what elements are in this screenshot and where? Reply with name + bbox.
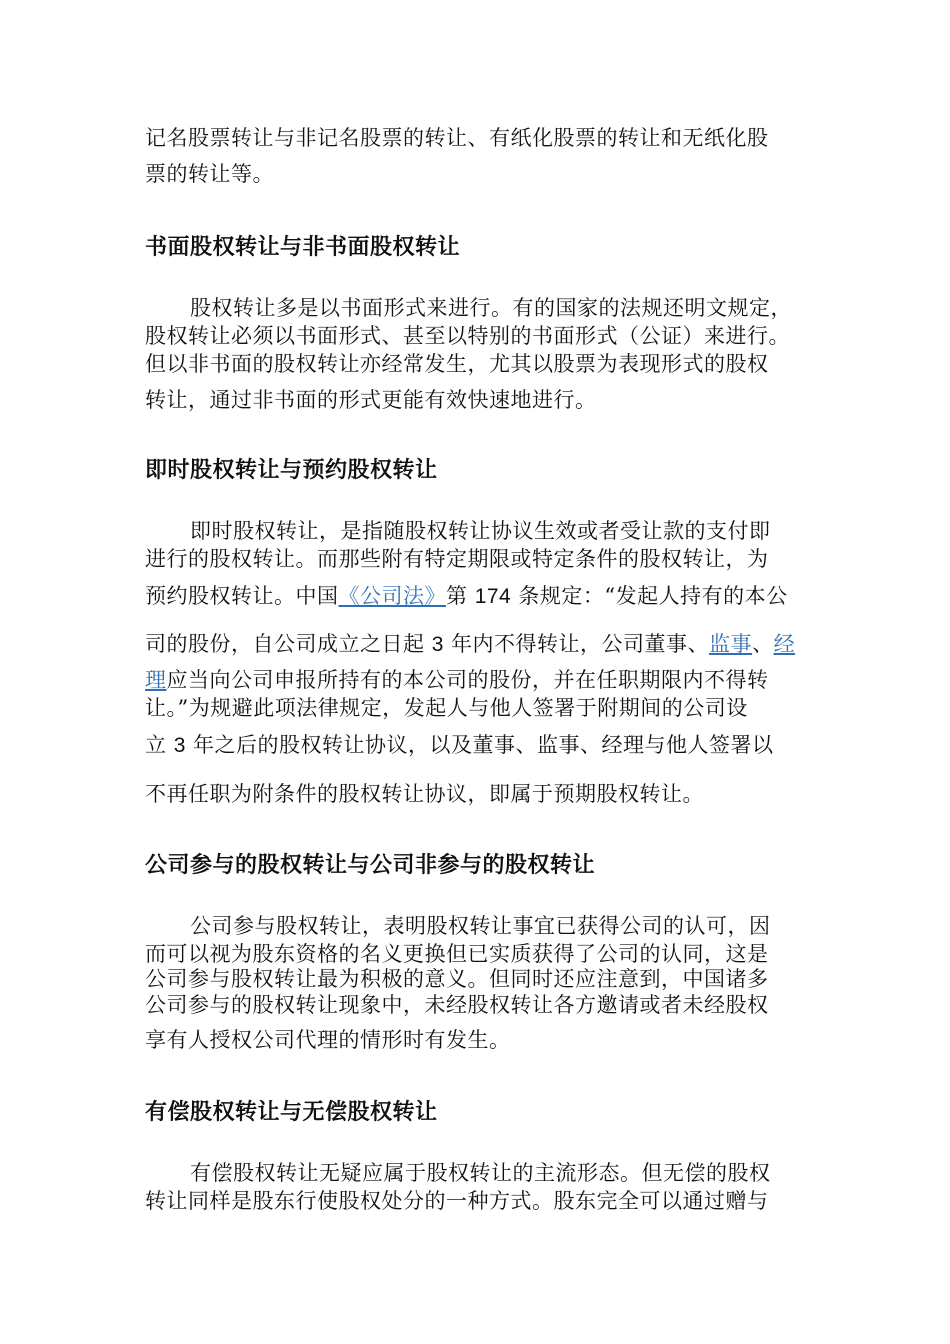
paragraph-3-line-5: 享有人授权公司代理的情形时有发生。 — [145, 1028, 511, 1052]
paragraph-4-line-2: 转让同样是股东行使股权处分的一种方式。股东完全可以通过赠与 — [145, 1189, 769, 1213]
text-segment: 条规定：“发起人持有的本公 — [511, 584, 788, 608]
paragraph-1-line-1: 股权转让多是以书面形式来进行。有的国家的法规还明文规定， — [190, 296, 792, 320]
text-segment: 应当向公司申报所持有的本公司的股份，并在任职期限内不得转 — [166, 668, 769, 692]
paragraph-4-line-1: 有偿股权转让无疑应属于股权转让的主流形态。但无偿的股权 — [190, 1161, 771, 1185]
text-segment: 司的股份，自公司成立之日起 — [145, 632, 432, 656]
paragraph-1-line-3: 但以非书面的股权转让亦经常发生，尤其以股票为表现形式的股权 — [145, 352, 769, 376]
section-heading-company-participation: 公司参与的股权转让与公司非参与的股权转让 — [145, 853, 596, 878]
company-law-link[interactable]: 《公司法》 — [338, 584, 446, 608]
text-segment: 年内不得转让，公司董事、 — [443, 632, 710, 656]
text-segment: 第 — [446, 584, 475, 608]
paragraph-3-line-3: 公司参与股权转让最为积极的意义。但同时还应注意到，中国诸多 — [145, 967, 769, 991]
paragraph-3-line-1: 公司参与股权转让，表明股权转让事宜已获得公司的认可，因 — [190, 914, 771, 938]
paragraph-0-line-1: 记名股票转让与非记名股票的转让、有纸化股票的转让和无纸化股 — [145, 126, 769, 150]
text-segment: 预约股权转让。中国 — [145, 584, 339, 608]
paragraph-3-line-2: 而可以视为股东资格的名义更换但已实质获得了公司的认同，这是 — [145, 942, 769, 966]
text-segment: 立 — [145, 733, 174, 757]
paragraph-1-line-4: 转让，通过非书面的形式更能有效快速地进行。 — [145, 388, 597, 412]
paragraph-3-line-4: 公司参与的股权转让现象中，未经股权转让各方邀请或者未经股权 — [145, 993, 769, 1017]
paragraph-2-line-6: 让。”为规避此项法律规定，发起人与他人签署于附期间的公司设 — [145, 696, 748, 720]
paragraph-2-line-2: 进行的股权转让。而那些附有特定期限或特定条件的股权转让，为 — [145, 547, 769, 571]
text-segment: 年之后的股权转让协议，以及董事、监事、经理与他人签署以 — [185, 733, 774, 757]
section-heading-written-transfer: 书面股权转让与非书面股权转让 — [145, 235, 461, 260]
paragraph-0-line-2: 票的转让等。 — [145, 162, 274, 186]
paragraph-2-line-5 — [145, 666, 769, 694]
paragraph-1-line-2: 股权转让必须以书面形式、甚至以特别的书面形式（公证）来进行。 — [145, 324, 790, 348]
paragraph-2-line-4 — [145, 630, 795, 659]
years-number: 3 — [431, 633, 444, 656]
section-heading-paid-transfer: 有偿股权转让与无偿股权转让 — [145, 1100, 438, 1125]
text-segment: 、 — [752, 632, 774, 656]
paragraph-2-line-7 — [145, 731, 774, 760]
manager-link-part-1[interactable]: 经 — [773, 632, 796, 656]
article-number: 174 — [474, 585, 512, 608]
paragraph-2-line-8: 不再任职为附条件的股权转让协议，即属于预期股权转让。 — [145, 782, 704, 806]
manager-link-part-2[interactable]: 理 — [145, 668, 167, 692]
paragraph-2-line-1: 即时股权转让，是指随股权转让协议生效或者受让款的支付即 — [190, 519, 771, 543]
years-number: 3 — [173, 734, 186, 757]
supervisor-link[interactable]: 监事 — [709, 632, 753, 656]
section-heading-immediate-transfer: 即时股权转让与预约股权转让 — [145, 458, 438, 483]
paragraph-2-line-3 — [145, 582, 788, 611]
